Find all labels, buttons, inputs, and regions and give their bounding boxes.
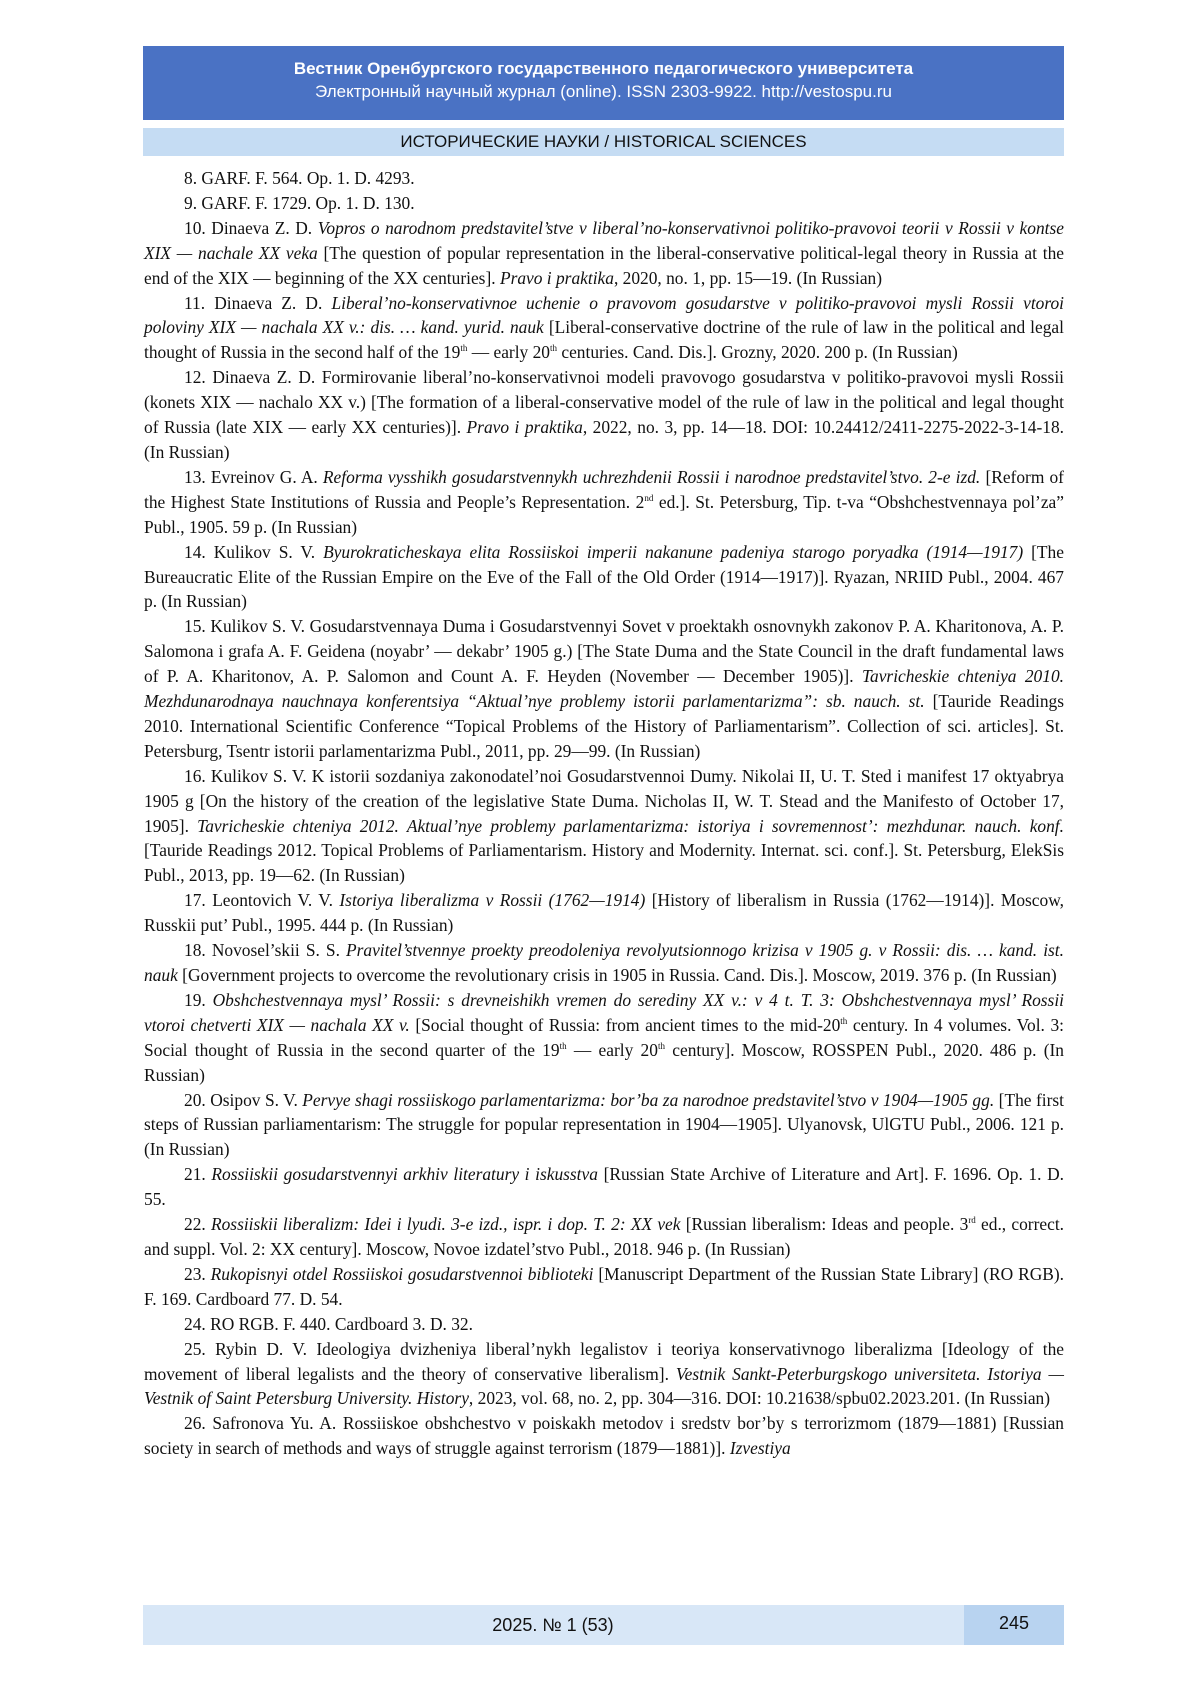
reference-item (144, 1411, 1064, 1461)
reference-text: [Tauride Readings 2010. International Scientific Conference “Topical Problems of the History of Parliamentarism”. Collection of sci. articles]. St. Petersburg, Tsentr istorii parlamentarizma Publ., 2011, pp. 29—99. (In Russian) (144, 691, 1065, 761)
journal-header-banner (143, 46, 1064, 120)
reference-text: [Manuscript Department of the Russian State Library] (RO RGB). F. 169. Cardboard 77. D. 54. (144, 1263, 1064, 1309)
reference-text: [Tauride Readings 2012. Topical Problems of Parliamentarism. History and Modernity. Internat. sci. conf.]. St. Petersburg, ElekSis Publ., 2013, pp. 19—62. (In Russian) (144, 840, 1064, 886)
reference-text: , 2023, vol. 68, no. 2, pp. 304—316. DOI: 10.21638/spbu02.2023.201. (In Russian) (468, 1388, 1051, 1409)
reference-item (144, 764, 1064, 889)
reference-text: century]. Moscow, ROSSPEN Publ., 2020. 486 p. (In Russian) (144, 1039, 1064, 1085)
reference-text: [Reform of the Highest State Institutions of Russia and People’s Representation. 2 (144, 466, 1064, 512)
reference-italic-title: Vestnik Sankt-Peterburgskogo universiteta. Istoriya — Vestnik of Saint Petersburg University. History (144, 1363, 1064, 1409)
reference-text: [Liberal-conservative doctrine of the rule of law in the political and legal thought of Russia in the second half of the 19 (144, 317, 1064, 363)
reference-number: 23. (184, 1263, 206, 1284)
reference-item (144, 1262, 1064, 1312)
reference-text: Osipov S. V. (210, 1089, 298, 1110)
reference-italic-title: Pravitel’stvennye proekty preodoleniya revolyutsionnogo krizisa v 1905 g. v Rossii: dis. … kand. ist. nauk (144, 940, 1064, 985)
reference-number: 21. (184, 1164, 206, 1185)
reference-text: GARF. F. 1729. Op. 1. D. 130. (201, 192, 415, 213)
reference-item (144, 191, 1064, 216)
reference-number: 15. (184, 616, 206, 637)
reference-number: 10. (184, 217, 206, 238)
reference-text: Evreinov G. A. (210, 466, 318, 487)
reference-superscript: th (840, 1016, 848, 1027)
section-title: ИСТОРИЧЕСКИЕ НАУКИ / HISTORICAL SCIENCES (143, 128, 1064, 156)
reference-item (144, 938, 1064, 988)
reference-italic-title: Liberal’no-konservativnoe uchenie o pravovom gosudarstve v politiko-pravovoi mysli Rossii vtoroi poloviny XIX — nachala XX v.: dis. … kand. yurid. nauk (144, 292, 1065, 338)
reference-italic-title: Obshchestvennaya mysl’ Rossii: s drevneishikh vremen do serediny XX v.: v 4 t. T. 3: Obshchestvennaya mysl’ Rossii vtoroi chetverti XIX — nachala XX v. (144, 989, 1064, 1035)
reference-text: [The question of popular representation in the liberal-conservative political-legal theory in Russia at the end of the XIX — beginning of the XX centuries]. (144, 242, 1064, 288)
reference-text: — early 20 (471, 342, 550, 363)
reference-text: Kulikov S. V. Gosudarstvennaya Duma i Gosudarstvennyi Sovet v proektakh osnovnykh zakonov P. A. Kharitonova, A. P. Salomona i grafa A. F. Geidena (noyabr’ — dekabr’ 1905 g.) [The State Duma and the State Council in the draft fundamental laws of P. A. Kharitonov, A. P. Salomon and Count A. F. Heyden (November — December 1905)]. (144, 616, 1064, 687)
reference-italic-title: Rossiiskii liberalizm: Idei i lyudi. 3-e izd., ispr. i dop. T. 2: XX vek (210, 1214, 681, 1235)
reference-text: [Government projects to overcome the revolutionary crisis in 1905 in Russia. Cand. Dis.]. Moscow, 2019. 376 p. (In Russian) (182, 965, 1057, 985)
page-number: 245 (964, 1605, 1064, 1645)
reference-number: 12. (184, 367, 206, 388)
reference-superscript: th (657, 1040, 665, 1051)
reference-superscript: th (460, 343, 468, 354)
page-footer (143, 1605, 1064, 1645)
reference-text: Safronova Yu. A. Rossiiskoe obshchestvo v poiskakh metodov i sredstv bor’by s terrorizmom (1879—1881) [Russian society in search of methods and ways of struggle against terrorism (1879—1881)]. (144, 1413, 1064, 1459)
reference-number: 16. (184, 765, 206, 786)
reference-text: [The Bureaucratic Elite of the Russian Empire on the Eve of the Fall of the Old Order (1914—1917)]. Ryazan, NRIID Publ., 2004. 467 p. (In Russian) (144, 541, 1064, 612)
reference-number: 26. (184, 1413, 206, 1434)
reference-superscript: rd (968, 1215, 976, 1226)
reference-item (144, 888, 1064, 938)
reference-number: 19. (184, 989, 206, 1010)
reference-text: Dinaeva Z. D. (211, 217, 313, 238)
reference-item (144, 291, 1064, 366)
reference-text: Dinaeva Z. D. (214, 292, 323, 313)
reference-text: [Russian liberalism: Ideas and people. 3 (685, 1214, 969, 1235)
reference-text: centuries. Cand. Dis.]. Grozny, 2020. 200 p. (In Russian) (561, 342, 958, 363)
reference-number: 11. (184, 292, 206, 313)
reference-superscript: nd (644, 492, 654, 503)
issue-number: 2025. № 1 (53) (492, 1615, 614, 1635)
reference-text: GARF. F. 564. Op. 1. D. 4293. (201, 168, 415, 188)
reference-italic-title: Tavricheskie chteniya 2010. Mezhdunarodnaya nauchnaya konferentsiya “Aktual’nye problemy istorii parlamentarizma”: sb. nauch. st. (144, 666, 1064, 712)
reference-italic-title: Rukopisnyi otdel Rossiiskoi gosudarstvennoi biblioteki (210, 1263, 594, 1284)
reference-text: [Social thought of Russia: from ancient times to the mid-20 (415, 1014, 841, 1035)
reference-number: 14. (184, 541, 206, 562)
journal-subtitle: Электронный научный журнал (online). ISSN 2303-9922. http://vestospu.ru (315, 82, 892, 101)
reference-item (144, 540, 1064, 615)
reference-text: ed., correct. and suppl. Vol. 2: XX century]. Moscow, Novoe izdatel’stvo Publ., 2018. 946 p. (In Russian) (144, 1214, 1064, 1259)
reference-italic-title: Pervye shagi rossiiskogo parlamentarizma: bor’ba za narodnoe predstavitel’stvo v 1904—1905 gg. (302, 1089, 995, 1110)
reference-number: 8. (184, 168, 198, 188)
reference-text: Leontovich V. V. (212, 890, 333, 911)
reference-italic-title: Istoriya liberalizma v Rossii (1762—1914) (339, 890, 646, 911)
reference-text: [History of liberalism in Russia (1762—1914)]. Moscow, Russkii put’ Publ., 1995. 444 p. (In Russian) (144, 890, 1064, 936)
reference-italic-title: Tavricheskie chteniya 2012. Aktual’nye problemy parlamentarizma: istoriya i sovremennost’: mezhdunar. nauch. konf. (197, 815, 1064, 836)
reference-text: Dinaeva Z. D. Formirovanie liberal’no-konservativnoi modeli pravovogo gosudarstva v politiko-pravovoi mysli Rossii (konets XIX — nachalo XX v.) [The formation of a liberal-conservative model of the rule of law in the political and legal thought of Russia (late XIX — early XX centuries)]. (144, 367, 1064, 438)
reference-item (144, 216, 1064, 291)
reference-italic-title: Rossiiskii gosudarstvennyi arkhiv literatury i iskusstva (211, 1164, 598, 1185)
reference-text: ed.]. St. Petersburg, Tip. t-va “Obshchestvennaya pol’za” Publ., 1905. 59 p. (In Russian) (144, 491, 1064, 537)
reference-item (144, 1337, 1064, 1412)
journal-title: Вестник Оренбургского государственного педагогического университета (293, 59, 914, 78)
reference-italic-title: Pravo i praktika (499, 267, 614, 288)
reference-number: 9. (184, 192, 198, 213)
reference-italic-title: Byurokraticheskaya elita Rossiiskoi imperii nakanune padeniya starogo poryadka (1914—1917) (323, 541, 1024, 562)
reference-item (144, 166, 1064, 191)
reference-text: RO RGB. F. 440. Cardboard 3. D. 32. (210, 1313, 473, 1334)
reference-item (144, 1212, 1064, 1262)
reference-text: Rybin D. V. Ideologiya dvizheniya liberal’nykh legalistov i teoriya konservativnogo liberalizma [Ideology of the movement of liberal legalists and the theory of conservative liberalism]. (144, 1338, 1064, 1384)
reference-text: , 2020, no. 1, pp. 15—19. (In Russian) (613, 267, 883, 288)
reference-text: [The first steps of Russian parliamentarism: The struggle for popular representation in 1904—1905]. Ulyanovsk, UlGTU Publ., 2006. 121 p. (In Russian) (144, 1089, 1064, 1160)
reference-text: , 2022, no. 3, pp. 14—18. DOI: 10.24412/2411-2275-2022-3-14-18. (In Russian) (144, 417, 1064, 462)
reference-text: Kulikov S. V. K istorii sozdaniya zakonodatel’noi Gosudarstvennoi Dumy. Nikolai II, U. T. Sted i manifest 17 oktyabrya 1905 g [On the history of the creation of the legislative State Duma. Nicholas II, W. T. Stead and the Manifesto of October 17, 1905]. (144, 765, 1064, 836)
reference-italic-title: Vopros o narodnom predstavitel’stve v liberal’no-konservativnoi politiko-pravovoi teorii v Rossii v kontse XIX — nachale XX veka (144, 217, 1064, 263)
reference-text: century. In 4 volumes. Vol. 3: Social thought of Russia in the second quarter of the 19 (144, 1014, 1064, 1060)
reference-superscript: th (559, 1040, 567, 1051)
reference-italic-title: Pravo i praktika (466, 417, 583, 438)
reference-number: 18. (184, 940, 206, 961)
reference-number: 20. (184, 1089, 206, 1110)
reference-superscript: th (549, 343, 557, 354)
reference-text: — early 20 (573, 1039, 658, 1060)
reference-item (144, 614, 1064, 763)
reference-item (144, 365, 1064, 465)
reference-item (144, 1088, 1064, 1163)
reference-italic-title: Izvestiya (729, 1438, 791, 1459)
reference-item (144, 1162, 1064, 1212)
reference-text: [Russian State Archive of Literature and Art]. F. 1696. Op. 1. D. 55. (144, 1164, 1064, 1210)
reference-text: Novosel’skii S. S. (211, 940, 340, 961)
reference-number: 22. (184, 1214, 206, 1235)
reference-list (144, 166, 1064, 1461)
reference-italic-title: Reforma vysshikh gosudarstvennykh uchrezhdenii Rossii i narodnoe predstavitel’stvo. 2-e izd. (322, 466, 981, 487)
reference-number: 24. (184, 1313, 206, 1334)
reference-item (144, 988, 1064, 1088)
reference-number: 17. (184, 890, 206, 911)
reference-number: 13. (184, 466, 206, 487)
reference-text: Kulikov S. V. (213, 541, 316, 562)
reference-item (144, 1312, 1064, 1337)
reference-item (144, 465, 1064, 540)
reference-number: 25. (184, 1338, 206, 1359)
